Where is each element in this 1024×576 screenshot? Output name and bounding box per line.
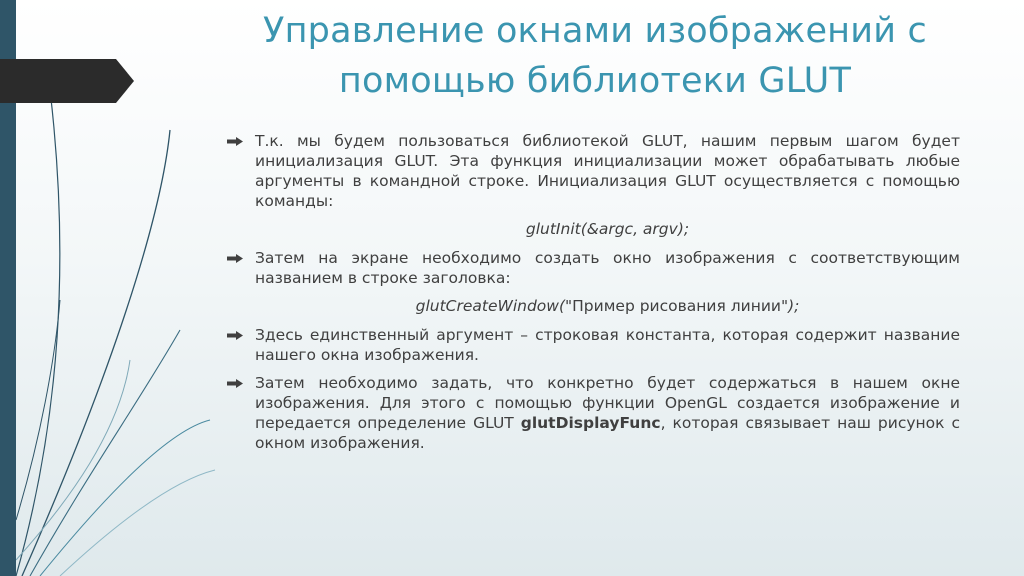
function-name: glutDisplayFunc xyxy=(520,414,661,432)
code-glutinit xyxy=(224,219,960,239)
code-string: "Пример рисования линии" xyxy=(565,297,789,315)
code-text: glutInit(&argc, argv); xyxy=(525,220,690,238)
code-end: ); xyxy=(788,297,800,315)
bullet-text-part: , которая связывает наш рисунок с окном изображения. xyxy=(255,414,960,452)
right-arrow-bullet-icon xyxy=(227,379,243,388)
bullet-text: Т.к. мы будем пользоваться библиотекой GLUT, нашим первым шагом будет инициализация GLUT. Эта функция инициализации может обрабатывать любые аргументы в командной строке. Инициализация GLUT осуществляется с помощью команды: xyxy=(255,132,960,210)
bullet-item xyxy=(224,373,960,453)
slide-content xyxy=(224,131,960,461)
bullet-text: Затем на экране необходимо создать окно изображения с соответствующим названием в строке заголовка: xyxy=(255,249,960,287)
code-func: glutCreateWindow( xyxy=(415,297,566,315)
bullet-item xyxy=(224,325,960,365)
right-arrow-bullet-icon xyxy=(227,254,243,263)
bullet-item xyxy=(224,248,960,288)
bullet-item xyxy=(224,131,960,211)
right-arrow-bullet-icon xyxy=(227,137,243,146)
arrow-tab-decoration xyxy=(0,59,134,103)
bullet-text: Здесь единственный аргумент – строковая константа, которая содержит название нашего окна изображения. xyxy=(255,326,960,364)
bullet-text-part: Затем необходимо задать, что конкретно будет содержаться в нашем окне изображения. Для этого с помощью функции OpenGL создается изображение и передается определение GLUT xyxy=(255,374,960,432)
code-glutcreatewindow xyxy=(224,296,960,316)
right-arrow-bullet-icon xyxy=(227,331,243,340)
slide-title: Управление окнами изображений с помощью библиотеки GLUT xyxy=(263,11,927,101)
